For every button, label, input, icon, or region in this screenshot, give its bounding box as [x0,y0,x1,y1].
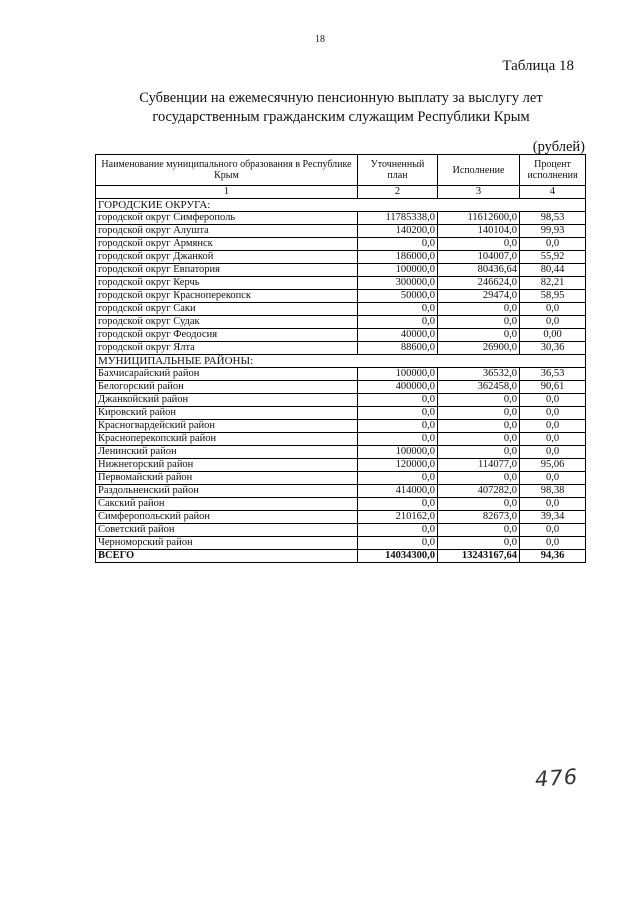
table-row [96,433,586,446]
row-name: Кировский район [96,407,358,420]
table-heading [96,89,586,127]
row-exec: 0,0 [438,407,520,420]
row-pct: 55,92 [520,251,586,264]
row-plan: 0,0 [358,407,438,420]
row-plan: 50000,0 [358,290,438,303]
row-pct: 90,61 [520,381,586,394]
row-pct: 0,0 [520,238,586,251]
row-plan: 100000,0 [358,264,438,277]
table-row [96,342,586,355]
col-number: 2 [358,186,438,199]
row-pct: 0,0 [520,472,586,485]
header-row [96,155,586,186]
table-row [96,238,586,251]
row-name: Первомайский район [96,472,358,485]
table-row [96,407,586,420]
row-name: Красноперекопский район [96,433,358,446]
row-exec: 0,0 [438,316,520,329]
table-row [96,303,586,316]
row-exec: 246624,0 [438,277,520,290]
row-name: городской округ Судак [96,316,358,329]
row-exec: 0,0 [438,303,520,316]
row-pct: 80,44 [520,264,586,277]
table-row [96,420,586,433]
table-row [96,394,586,407]
table-row [96,537,586,550]
row-pct: 94,36 [520,550,586,563]
row-exec: 362458,0 [438,381,520,394]
row-exec: 82673,0 [438,511,520,524]
col-header-plan: Уточненный план [358,155,438,186]
table-row [96,524,586,537]
table-row [96,251,586,264]
row-name: городской округ Феодосия [96,329,358,342]
column-number-row [96,186,586,199]
table-row [96,485,586,498]
table-label: Таблица 18 [502,58,574,74]
table-row [96,381,586,394]
row-plan: 0,0 [358,420,438,433]
row-plan: 0,0 [358,433,438,446]
row-name: городской округ Саки [96,303,358,316]
row-name: Ленинский район [96,446,358,459]
row-exec: 0,0 [438,420,520,433]
section-row [96,355,586,368]
table-row [96,498,586,511]
handwritten-page-number: 476 [534,764,579,792]
row-plan: 414000,0 [358,485,438,498]
row-exec: 114077,0 [438,459,520,472]
row-pct: 0,0 [520,446,586,459]
row-exec: 104007,0 [438,251,520,264]
row-pct: 39,34 [520,511,586,524]
row-name: городской округ Джанкой [96,251,358,264]
row-name: городской округ Керчь [96,277,358,290]
row-exec: 11612600,0 [438,212,520,225]
row-plan: 210162,0 [358,511,438,524]
row-plan: 0,0 [358,524,438,537]
table-row [96,212,586,225]
col-header-exec: Исполнение [438,155,520,186]
row-pct: 0,0 [520,407,586,420]
row-exec: 36532,0 [438,368,520,381]
row-plan: 100000,0 [358,368,438,381]
row-name: городской округ Армянск [96,238,358,251]
row-name: Сакский район [96,498,358,511]
total-row [96,550,586,563]
row-name: городской округ Алушта [96,225,358,238]
row-exec: 0,0 [438,498,520,511]
row-exec: 80436,64 [438,264,520,277]
row-plan: 0,0 [358,316,438,329]
row-plan: 186000,0 [358,251,438,264]
col-header-pct: Процент исполнения [520,155,586,186]
row-name: Красногвардейский район [96,420,358,433]
row-plan: 0,0 [358,303,438,316]
row-plan: 140200,0 [358,225,438,238]
row-name: Советский район [96,524,358,537]
table-row [96,472,586,485]
row-name: Джанкойский район [96,394,358,407]
row-plan: 88600,0 [358,342,438,355]
row-name: городской округ Ялта [96,342,358,355]
table-row [96,277,586,290]
unit-label: (рублей) [532,139,585,155]
row-pct: 99,93 [520,225,586,238]
section-row [96,199,586,212]
row-exec: 0,0 [438,394,520,407]
row-pct: 0,0 [520,303,586,316]
row-name: городской округ Евпатория [96,264,358,277]
row-plan: 14034300,0 [358,550,438,563]
row-plan: 100000,0 [358,446,438,459]
row-name: Черноморский район [96,537,358,550]
subventions-table [95,154,586,563]
row-pct: 58,95 [520,290,586,303]
row-name: городской округ Симферополь [96,212,358,225]
section-title: ГОРОДСКИЕ ОКРУГА: [96,199,586,212]
row-exec: 29474,0 [438,290,520,303]
row-pct: 95,06 [520,459,586,472]
table-row [96,459,586,472]
row-name: городской округ Красноперекопск [96,290,358,303]
row-plan: 120000,0 [358,459,438,472]
row-plan: 40000,0 [358,329,438,342]
row-plan: 300000,0 [358,277,438,290]
row-pct: 82,21 [520,277,586,290]
row-exec: 0,0 [438,238,520,251]
col-number: 1 [96,186,358,199]
row-plan: 400000,0 [358,381,438,394]
row-exec: 26900,0 [438,342,520,355]
table-row [96,225,586,238]
row-pct: 0,0 [520,316,586,329]
row-exec: 407282,0 [438,485,520,498]
row-exec: 0,0 [438,537,520,550]
table-row [96,368,586,381]
row-pct: 30,36 [520,342,586,355]
row-name: Нижнегорский район [96,459,358,472]
table-row [96,329,586,342]
row-pct: 0,0 [520,524,586,537]
row-plan: 0,0 [358,498,438,511]
row-plan: 0,0 [358,394,438,407]
row-exec: 0,0 [438,329,520,342]
row-exec: 13243167,64 [438,550,520,563]
row-exec: 0,0 [438,524,520,537]
heading-line-1: Субвенции на ежемесячную пенсионную выплату за выслугу лет [139,90,543,106]
row-exec: 0,0 [438,446,520,459]
row-pct: 98,53 [520,212,586,225]
table-row [96,290,586,303]
row-name: Симферопольский район [96,511,358,524]
col-header-name: Наименование муниципального образования в Республике Крым [96,155,358,186]
table-row [96,316,586,329]
page-number: 18 [315,34,325,45]
heading-line-2: государственным гражданским служащим Республики Крым [152,109,530,125]
row-plan: 11785338,0 [358,212,438,225]
row-pct: 36,53 [520,368,586,381]
row-exec: 0,0 [438,433,520,446]
col-number: 3 [438,186,520,199]
row-pct: 0,0 [520,394,586,407]
col-number: 4 [520,186,586,199]
row-name: Раздольненский район [96,485,358,498]
row-name: ВСЕГО [96,550,358,563]
section-title: МУНИЦИПАЛЬНЫЕ РАЙОНЫ: [96,355,586,368]
row-pct: 0,0 [520,498,586,511]
row-pct: 98,38 [520,485,586,498]
table-row [96,446,586,459]
table-row [96,511,586,524]
row-name: Белогорский район [96,381,358,394]
row-plan: 0,0 [358,238,438,251]
row-name: Бахчисарайский район [96,368,358,381]
row-pct: 0,0 [520,420,586,433]
row-pct: 0,0 [520,537,586,550]
table-body [96,199,586,563]
row-pct: 0,0 [520,433,586,446]
row-pct: 0,00 [520,329,586,342]
row-plan: 0,0 [358,537,438,550]
table-row [96,264,586,277]
row-exec: 0,0 [438,472,520,485]
row-plan: 0,0 [358,472,438,485]
row-exec: 140104,0 [438,225,520,238]
